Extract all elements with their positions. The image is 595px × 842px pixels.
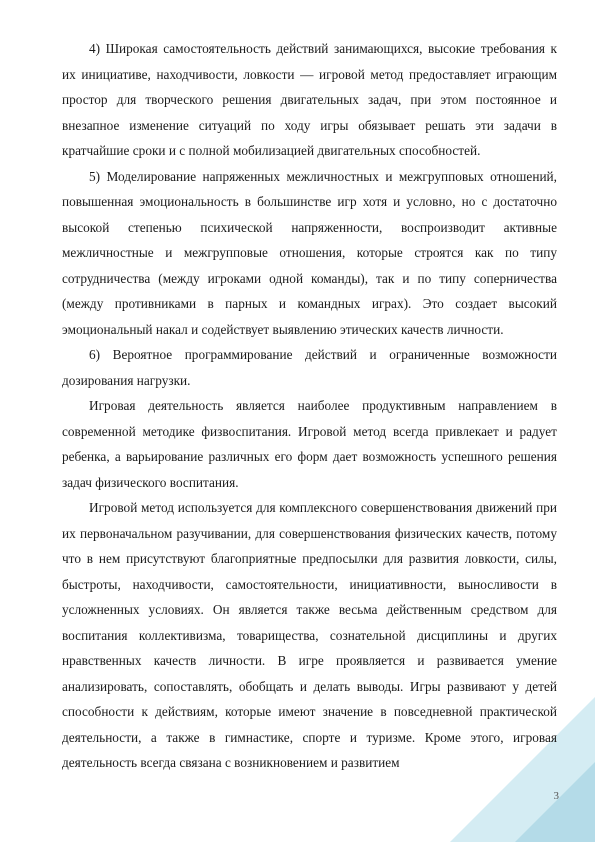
paragraph-item-5: 5) Моделирование напряженных межличностных и межгрупповых отношений, повышенная эмоциональность в большинстве игр хотя и условно, но с достаточно высокой степенью психической напряженности, воспроизводит активные межличностные и межгрупповые отношения, которые строятся как по типу сотрудничества (между игроками одной команды), так и по типу соперничества (между противниками в парных и командных играх). Это создает высокий эмоциональный накал и содействует выявлению этических качеств личности. xyxy=(62,168,557,337)
paragraph-game-activity: Игровая деятельность является наиболее продуктивным направлением в современной методике физвоспитания. Игровой метод всегда привлекает и радует ребенка, а варьирование различных его форм дает возможность успешного решения задач физического воспитания. xyxy=(62,398,557,490)
paragraph-item-6: 6) Вероятное программирование действий и ограниченные возможности дозирования нагрузки. xyxy=(62,347,557,388)
paragraph-item-4: 4) Широкая самостоятельность действий занимающихся, высокие требования к их инициативе, находчивости, ловкости — игровой метод предоставляет играющим простор для творческого решения двигательных задач, при этом постоянное и внезапное изменение ситуаций по ходу игры обязывает решать эти задачи в кратчайшие сроки и с полной мобилизацией двигательных способностей. xyxy=(62,41,557,158)
paragraph-game-method: Игровой метод используется для комплексного совершенствования движений при их первоначальном разучивании, для совершенствования физических качеств, потому что в нем присутствуют благоприятные предпосылки для развития ловкости, силы, быстроты, находчивости, самостоятельности, инициативности, выносливости в усложненных условиях. Он является также весьма действенным средством для воспитания коллективизма, товарищества, сознательной дисциплины и других нравственных качеств личности. В игре проявляется и развивается умение анализировать, сопоставлять, обобщать и делать выводы. Игры развивают у детей способности к действиям, которые имеют значение в повседневной практической деятельности, а также в гимнастике, спорте и туризме. Кроме этого, игровая деятельность всегда связана с возникновением и развитием xyxy=(62,500,557,770)
page-number: 3 xyxy=(553,790,559,802)
body-text xyxy=(62,36,557,776)
